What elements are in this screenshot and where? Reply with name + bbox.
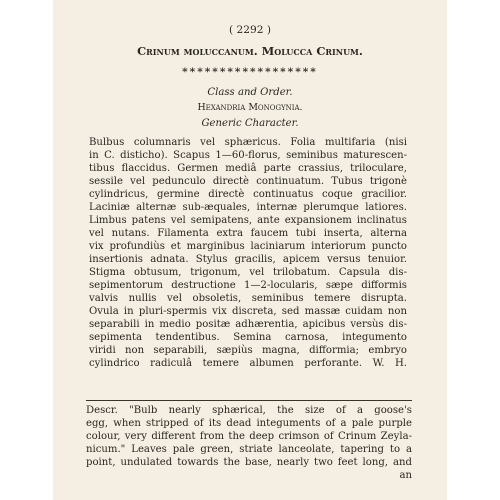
- descr-line: colour, very different from the deep crimson of Crinum Zeyla-: [86, 431, 412, 442]
- generic-line: cylindricus, germine directè continuatus coque gracilior.: [89, 189, 407, 200]
- generic-line: tibus flaccidus. Germen mediâ parte crassius, triloculare,: [89, 163, 407, 174]
- descr-line: Descr. "Bulb nearly sphærical, the size of a goose's: [86, 405, 412, 416]
- generic-line: vel nutans. Filamenta extra faucem tubi inserta, alterna: [89, 228, 407, 239]
- catchword: an: [399, 470, 412, 481]
- class-heading: Class and Order.: [207, 87, 293, 98]
- generic-line: vix profundiùs et marginibus laciniarum interiorum puncto: [89, 241, 407, 252]
- generic-line: separabili in medio positæ adhærentia, apicibus versùs dis-: [89, 319, 407, 330]
- generic-line: Bulbus columnaris vel sphæricus. Folia multifaria (nisi: [89, 137, 407, 148]
- descr-line: egg, when stripped of its dead integuments of a pale purple: [86, 418, 412, 429]
- generic-line: Stigma obtusum, trigonum, vel trilobatum. Capsula dis-: [89, 267, 407, 278]
- generic-line: Laciniæ alternæ sub-æquales, internæ plerumque latiores.: [89, 202, 407, 213]
- generic-line: insertionis adnata. Stylus gracilis, apicem versus tenuior.: [89, 254, 407, 265]
- generic-line: in C. disticho). Scapus 1—60-florus, seminibus maturescen-: [89, 150, 407, 161]
- generic-line: Ovula in pluri-spermis vix discreta, sed massæ cuidam non: [89, 306, 407, 317]
- footnote-rule: [86, 400, 412, 401]
- generic-line: sepimenta tendentibus. Semina carnosa, integumento: [89, 332, 407, 343]
- generic-line: sepimentorum destructione 1—2-locularis, sæpe difformis: [89, 280, 407, 291]
- descr-line: point, undulated towards the base, nearly two feet long, and: [86, 457, 412, 468]
- page-title: Crinum moluccanum. Molucca Crinum.: [137, 44, 363, 58]
- generic-line: valvis nullis vel obsoletis, seminibus temere disrupta.: [89, 293, 407, 304]
- descr-line: nicum." Leaves pale green, striate lanceolate, tapering to a: [86, 444, 412, 455]
- generic-line: Limbus patens vel semipatens, ante expansionem inclinatus: [89, 215, 407, 226]
- generic-heading: Generic Character.: [201, 118, 299, 129]
- page-number: ( 2292 ): [229, 24, 271, 36]
- class-value: Hexandria Monogynia.: [197, 102, 303, 113]
- generic-line: viridi non separabili, sæpiùs magna, difformia; embryo: [89, 345, 407, 356]
- book-page: [53, 0, 447, 500]
- asterisk-divider: ******************: [182, 66, 318, 78]
- generic-line: sessile vel pedunculo directè continuatum. Tubus trigonè: [89, 176, 407, 187]
- generic-line: cylindrico radiculâ temere albumen perforante. W. H.: [89, 358, 407, 369]
